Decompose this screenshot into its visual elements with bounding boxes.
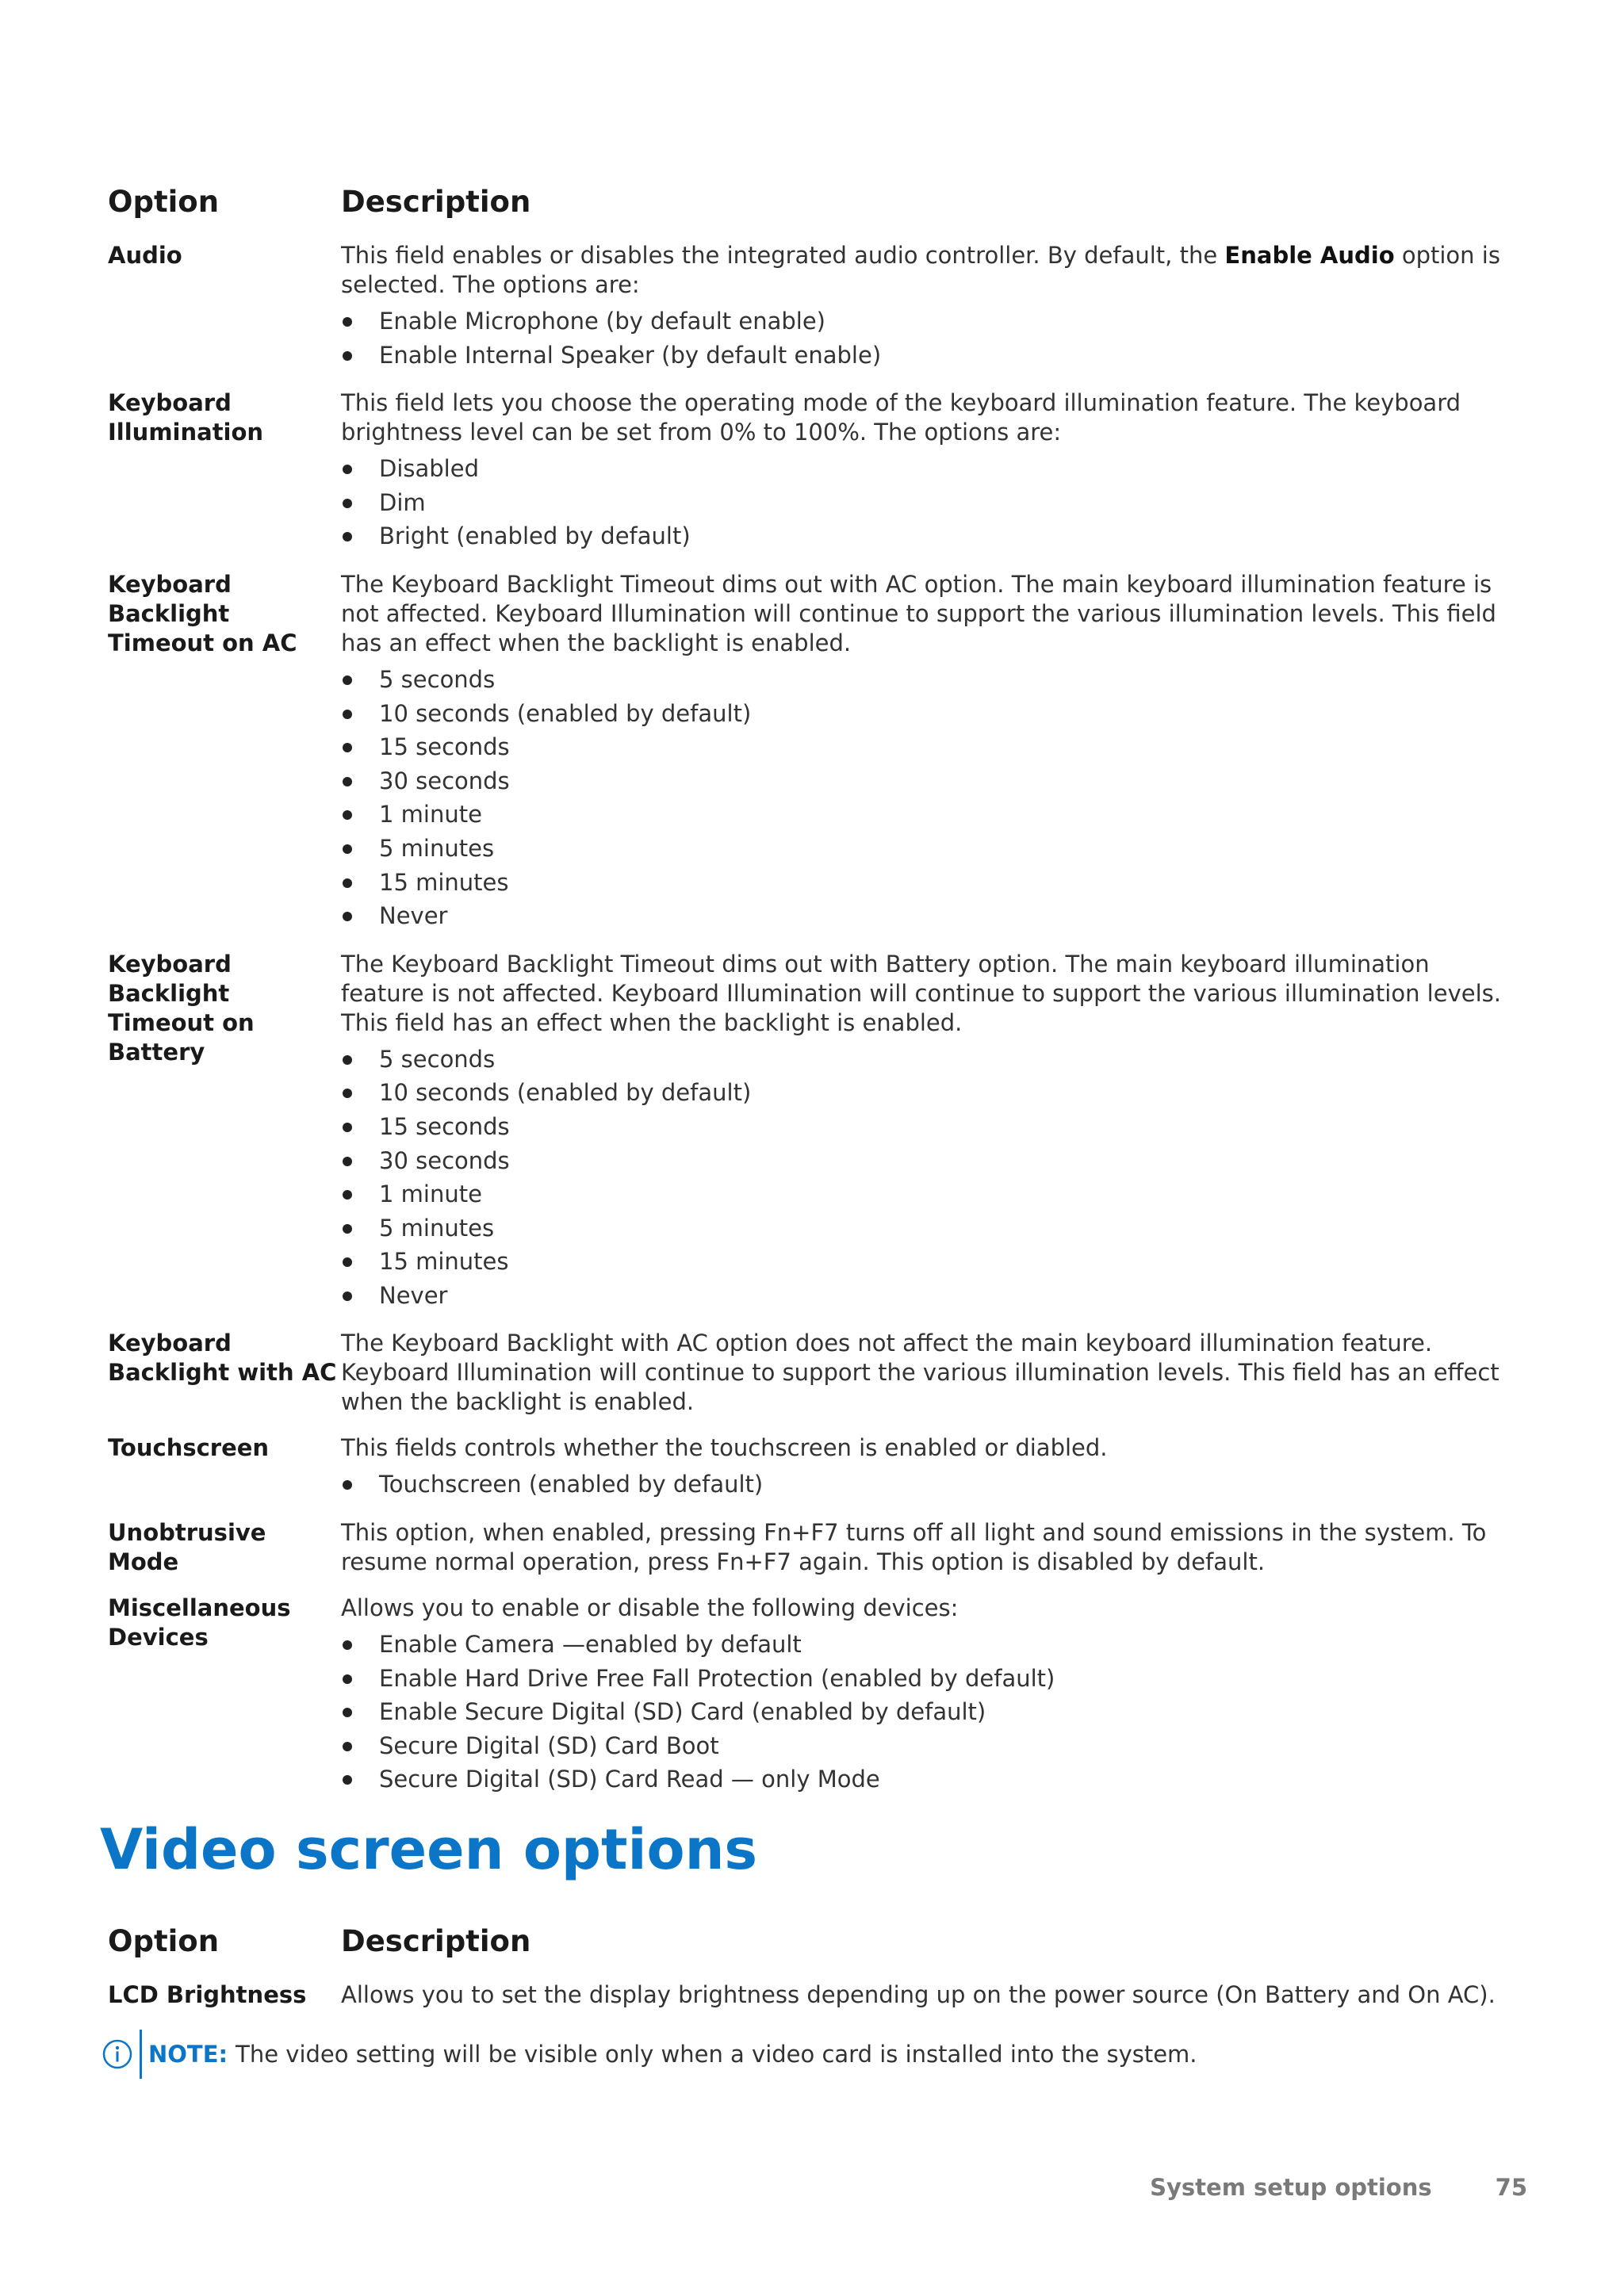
option-header: Option <box>108 1924 220 1958</box>
note-divider <box>140 2030 142 2079</box>
description-header: Description <box>341 1924 531 1958</box>
list-item: 1 minute <box>341 798 1519 832</box>
note-callout <box>102 2030 1197 2079</box>
option-description <box>341 1518 1519 1577</box>
list-item: Enable Secure Digital (SD) Card (enabled by default) <box>341 1695 1519 1729</box>
option-name: Keyboard Backlight with AC <box>108 1330 337 1387</box>
option-name: Keyboard Backlight Timeout on AC <box>108 570 297 656</box>
page-footer <box>1150 2174 1527 2201</box>
description-part: This field enables or disables the integrated audio controller. By default, the <box>341 242 1225 269</box>
table-row <box>108 1518 1519 1577</box>
info-icon <box>102 2038 133 2070</box>
table-row <box>108 570 1519 933</box>
option-header: Option <box>108 185 220 219</box>
description-text: The Keyboard Backlight with AC option does not affect the main keyboard illumination feature. Keyboard Illumination will continue to support the various illumination levels. This field has an effect when the backlight is enabled. <box>341 1330 1500 1416</box>
option-description <box>341 1433 1519 1502</box>
option-description <box>341 1329 1519 1417</box>
list-item: Dim <box>341 486 1519 520</box>
video-options-table <box>108 1920 1519 2026</box>
description-text: The Keyboard Backlight Timeout dims out with AC option. The main keyboard illumination feature is not affected. Keyboard Illumination will continue to support the various illumination levels. This field has an effect when the backlight is enabled. <box>341 570 1496 656</box>
option-description <box>341 241 1519 372</box>
table-row <box>108 241 1519 372</box>
note-text: The video setting will be visible only when a video card is installed into the system. <box>236 2041 1197 2068</box>
option-name: Touchscreen <box>108 1434 270 1462</box>
options-table <box>108 181 1519 1813</box>
table-row <box>108 1980 1519 2010</box>
bullet-list <box>341 1043 1519 1313</box>
table-row <box>108 388 1519 553</box>
bullet-list <box>341 1628 1519 1797</box>
list-item: Secure Digital (SD) Card Read — only Mode <box>341 1762 1519 1797</box>
option-description <box>341 1594 1519 1797</box>
table-header <box>108 181 1519 224</box>
list-item: Enable Camera —enabled by default <box>341 1628 1519 1662</box>
footer-section-title: System setup options <box>1150 2174 1432 2201</box>
list-item: 15 seconds <box>341 730 1519 764</box>
list-item: 10 seconds (enabled by default) <box>341 1076 1519 1110</box>
list-item: 5 seconds <box>341 1043 1519 1077</box>
description-text: This field lets you choose the operating mode of the keyboard illumination feature. The keyboard brightness level can be set from 0% to 100%. The options are: <box>341 389 1461 446</box>
table-row <box>108 1329 1519 1417</box>
option-name: Unobtrusive Mode <box>108 1519 266 1576</box>
list-item: Never <box>341 899 1519 933</box>
option-name: LCD Brightness <box>108 1981 307 2008</box>
option-description <box>341 570 1519 933</box>
list-item: 5 minutes <box>341 832 1519 866</box>
list-item: Bright (enabled by default) <box>341 519 1519 553</box>
table-row <box>108 950 1519 1313</box>
description-header: Description <box>341 185 531 219</box>
table-row <box>108 1433 1519 1502</box>
option-description <box>341 388 1519 553</box>
option-name: Keyboard Backlight Timeout on Battery <box>108 950 255 1066</box>
option-name: Keyboard Illumination <box>108 389 264 446</box>
page-number: 75 <box>1495 2174 1527 2201</box>
list-item: 15 seconds <box>341 1110 1519 1144</box>
list-item: Enable Microphone (by default enable) <box>341 304 1519 339</box>
bullet-list <box>341 663 1519 933</box>
list-item: Disabled <box>341 452 1519 486</box>
description-text: The Keyboard Backlight Timeout dims out with Battery option. The main keyboard illumination feature is not affected. Keyboard Illumination will continue to support the various illumination levels. This field has an effect when the backlight is enabled. <box>341 950 1501 1036</box>
option-description <box>341 1980 1519 2010</box>
list-item: 15 minutes <box>341 1245 1519 1279</box>
list-item: Touchscreen (enabled by default) <box>341 1468 1519 1502</box>
table-header <box>108 1920 1519 1963</box>
bullet-list <box>341 304 1519 372</box>
option-name: Miscellaneous Devices <box>108 1594 291 1651</box>
description-text: Allows you to set the display brightness depending up on the power source (On Battery and On AC). <box>341 1981 1496 2008</box>
description-text: Allows you to enable or disable the following devices: <box>341 1594 959 1622</box>
option-description <box>341 950 1519 1313</box>
list-item: 15 minutes <box>341 866 1519 900</box>
bullet-list <box>341 1468 1519 1502</box>
option-name: Audio <box>108 242 182 269</box>
list-item: 5 seconds <box>341 663 1519 697</box>
list-item: 10 seconds (enabled by default) <box>341 697 1519 731</box>
description-emphasis: Enable Audio <box>1224 242 1395 269</box>
description-text: This option, when enabled, pressing Fn+F7 turns off all light and sound emissions in the system. To resume normal operation, press Fn+F7 again. This option is disabled by default. <box>341 1519 1487 1576</box>
bullet-list <box>341 452 1519 553</box>
list-item: Never <box>341 1279 1519 1313</box>
list-item: Secure Digital (SD) Card Boot <box>341 1729 1519 1763</box>
note-label: NOTE: <box>148 2041 228 2068</box>
table-row <box>108 1594 1519 1797</box>
list-item: 1 minute <box>341 1177 1519 1211</box>
list-item: 5 minutes <box>341 1211 1519 1246</box>
description-part: option is selected. The options are: <box>341 242 1500 298</box>
list-item: Enable Internal Speaker (by default enable) <box>341 339 1519 373</box>
list-item: 30 seconds <box>341 1144 1519 1178</box>
description-text: This fields controls whether the touchscreen is enabled or diabled. <box>341 1434 1108 1462</box>
list-item: Enable Hard Drive Free Fall Protection (enabled by default) <box>341 1662 1519 1696</box>
description-text <box>341 241 1519 300</box>
section-title: Video screen options <box>100 1817 758 1882</box>
list-item: 30 seconds <box>341 764 1519 798</box>
